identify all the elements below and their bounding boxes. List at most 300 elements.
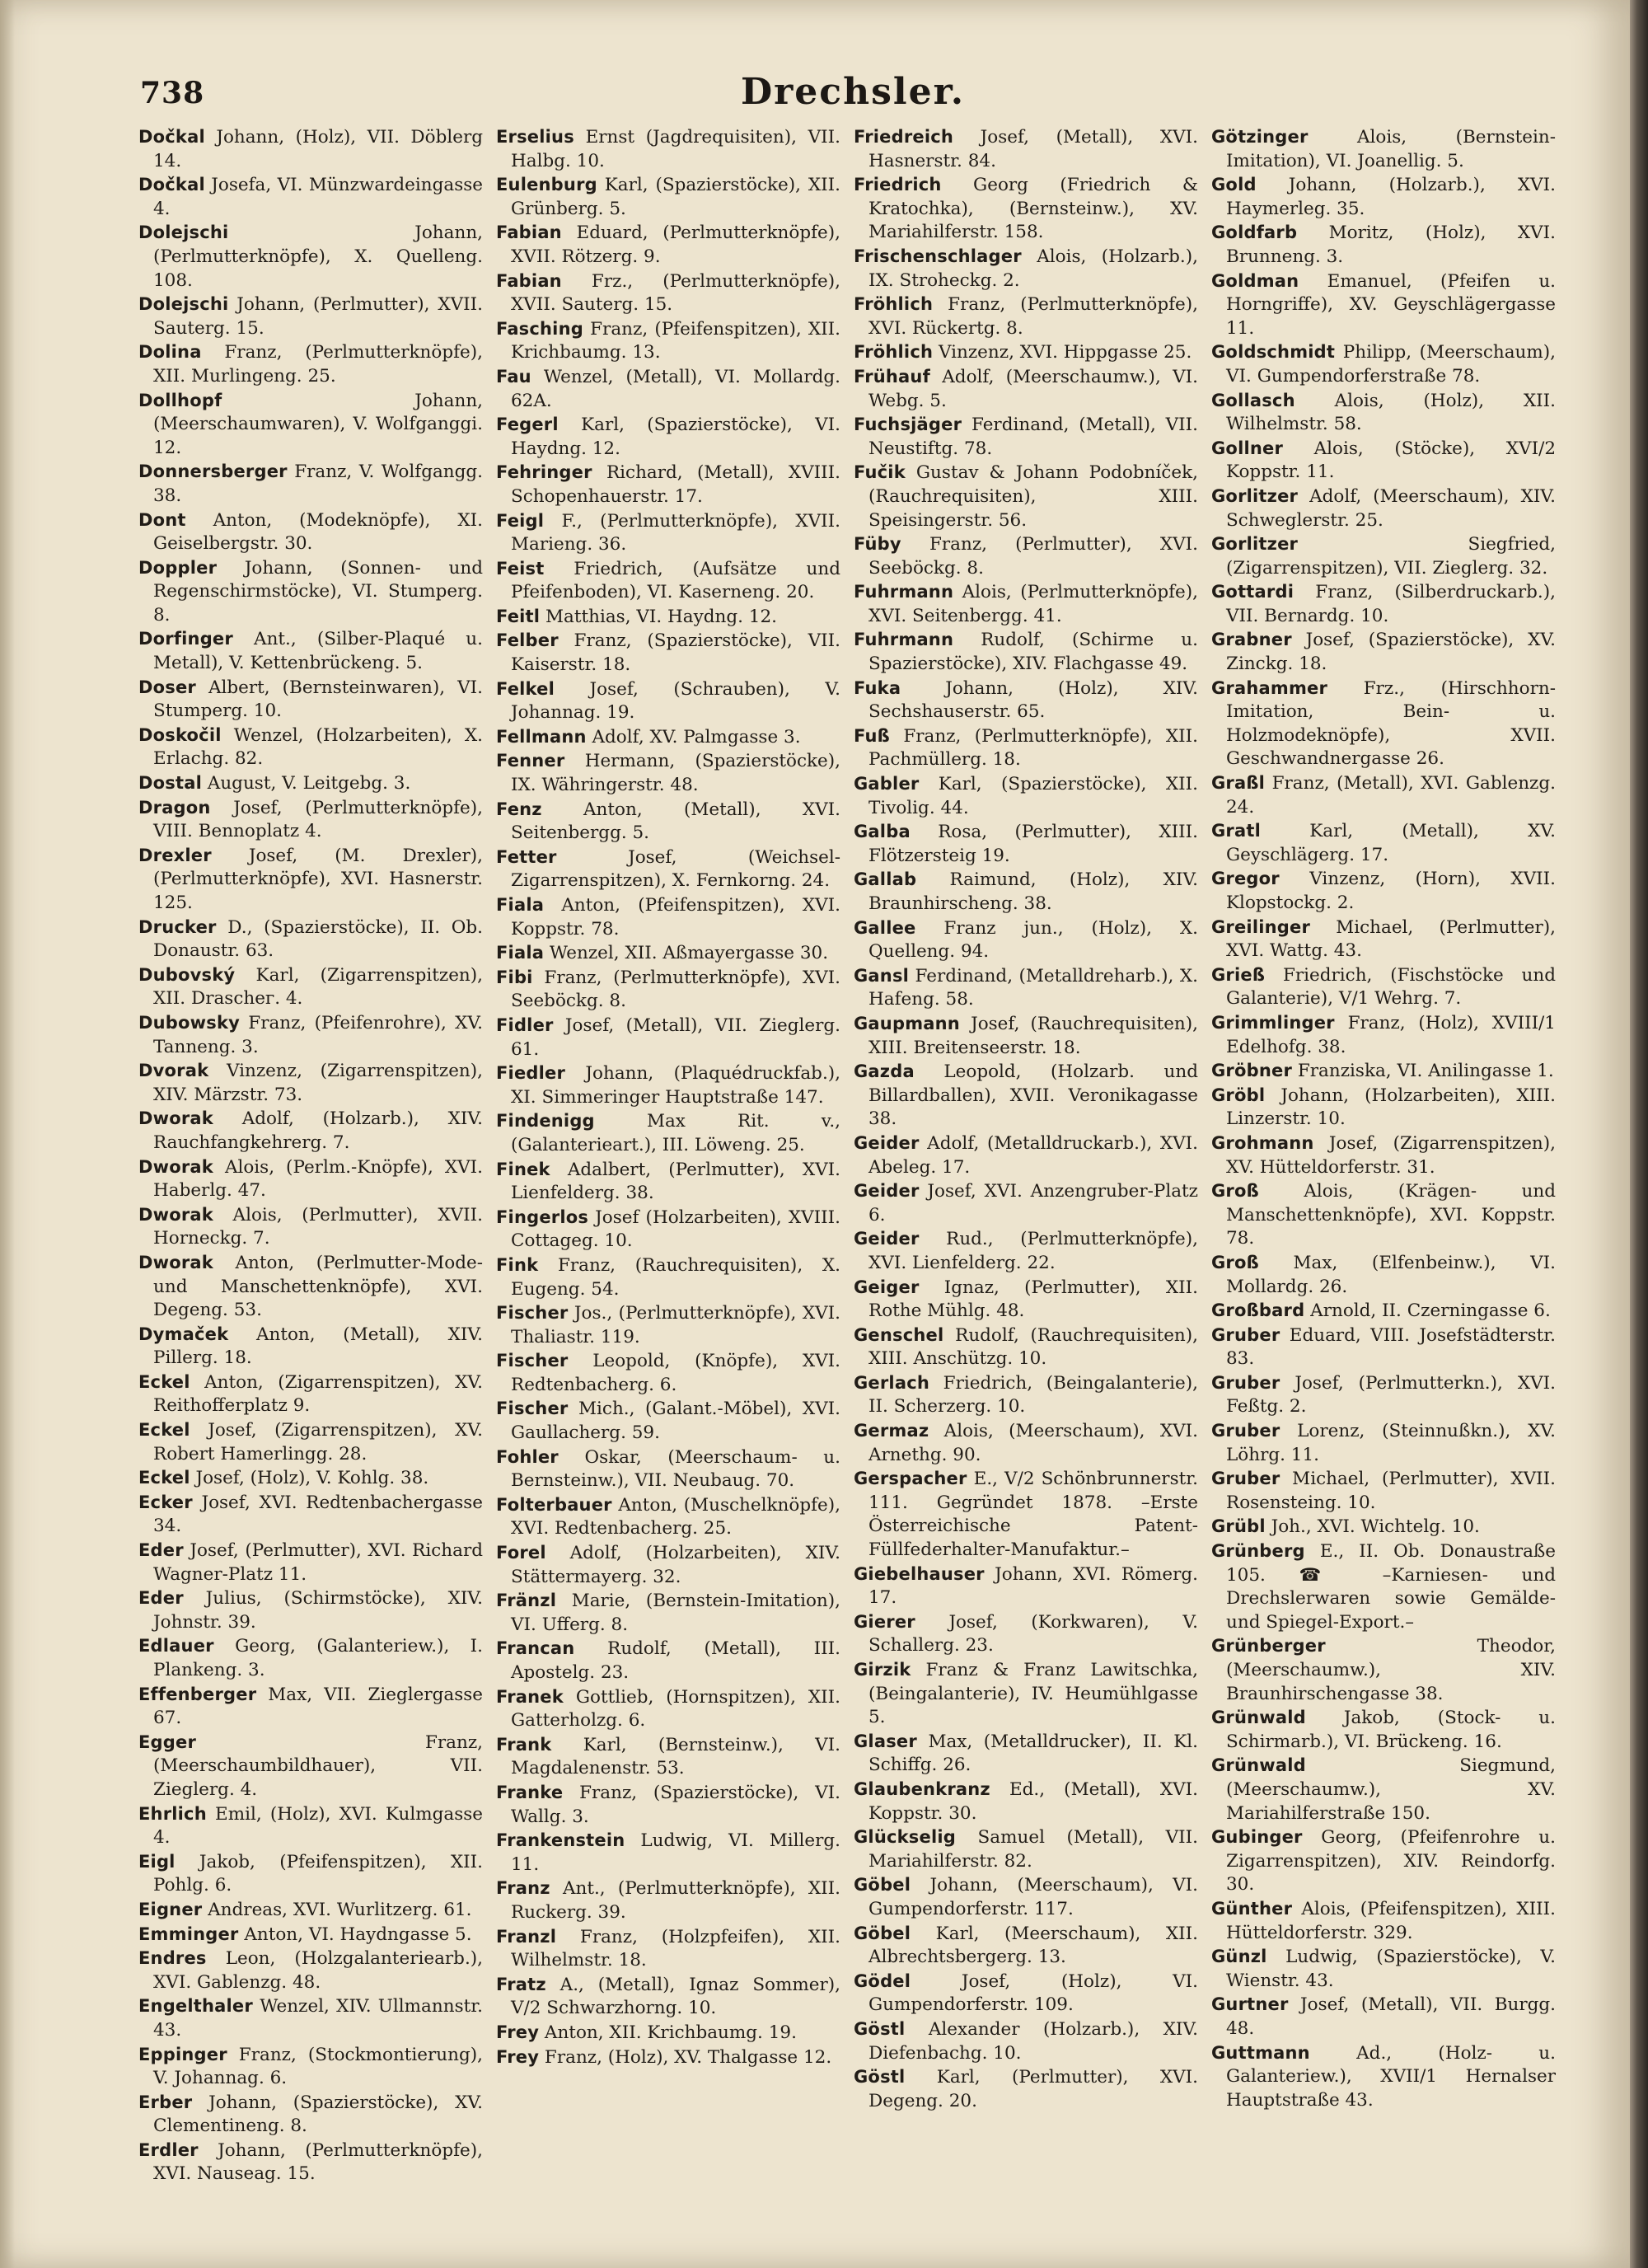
entry-details: Franz, (Spazierstöcke), VII. Kaiserstr. 18. [511,630,840,676]
entry-name: Groß [1211,1252,1259,1272]
entry-details: Andreas, XVI. Wurlitzerg. 61. [202,1899,472,1920]
entry-details: Franz & Franz Lawitschka, (Beingalanterie), IV. Heumühlgasse 5. [868,1660,1198,1728]
page-title: Drechsler. [740,71,966,113]
entry-details: Johann, (Perlmutterknöpfe), XVI. Nauseag. 15. [153,2139,483,2185]
directory-entry [1211,677,1556,771]
entry-name: Großbard [1211,1300,1305,1321]
entry-details: Albert, (Bernsteinwaren), VI. Stumperg. 10. [153,677,483,722]
entry-name: Gröbner [1211,1061,1293,1081]
directory-entry [496,1541,840,1589]
entry-details: Alois, (Bernstein-Imitation), VI. Joanellig. 5. [1226,127,1556,171]
entry-details: Josef, (Korkwaren), V. Schallerg. 23. [868,1611,1198,1656]
directory-entry [854,365,1198,413]
entry-name: Gollner [1211,438,1284,458]
entry-name: Grabner [1211,630,1292,650]
directory-column-4 [1211,125,1556,2219]
entry-details: Josef, (M. Drexler), (Perlmutterknöpfe), XVI. Hasnerstr. 125. [153,845,483,913]
entry-details: Alois, (Perlm.-Knöpfe), XVI. Haberlg. 47. [153,1156,483,1202]
entry-name: Geider [854,1181,920,1202]
directory-entry [1211,1011,1556,1059]
entry-details: Georg (Friedrich & Kratochka), (Bernsteinw.), XV. Mariahilferstr. 158. [868,175,1198,243]
entry-name: Göbel [854,1923,911,1943]
directory-entry [1211,1251,1556,1299]
directory-column-3 [854,125,1198,2219]
entry-name: Günzl [1211,1947,1267,1967]
entry-name: Erdler [138,2139,199,2160]
entry-details: Adolf, (Holzarb.), XIV. Rauchfangkehrerg. 7. [153,1108,483,1153]
directory-entry [138,724,483,771]
directory-entry [138,460,483,508]
entry-details: Joh., XVI. Wichtelg. 10. [1265,1516,1480,1538]
entry-details: Jakob, (Stock- u. Schirmarb.), VI. Brückeng. 16. [1226,1708,1556,1752]
entry-details: Josef, (Metall), VII. Zieglerg. 61. [511,1015,840,1060]
directory-entry [854,1012,1198,1060]
entry-details: Karl, (Perlmutter), XVI. Degeng. 20. [868,2067,1198,2111]
directory-entry [854,1276,1198,1324]
entry-details: Josef, (Weichsel-Zigarrenspitzen), X. Fernkorng. 24. [511,846,840,892]
directory-entry [496,629,840,677]
entry-details: Vinzenz, (Horn), XVII. Klopstockg. 2. [1226,869,1556,913]
directory-entry [1211,1324,1556,1371]
entry-details: Franz, (Holzpfeifen), XII. Wilhelmstr. 18. [511,1926,840,1971]
entry-details: Anton, (Metall), XIV. Pillerg. 18. [153,1324,483,1369]
directory-entry [496,798,840,846]
directory-entry [138,1203,483,1251]
entry-name: Franek [496,1686,564,1707]
entry-details: Mich., (Galant.-Möbel), XVI. Gaullacherg. 59. [511,1399,840,1444]
directory-entry [1211,2041,1556,2113]
entry-name: Gabler [854,774,920,794]
entry-details: Johann, (Sonnen- und Regenschirmstöcke), VI. Stumperg. 8. [153,557,483,626]
entry-details: Franz, (Perlmutter), XVI. Seeböckg. 8. [868,534,1198,579]
entry-details: Gottlieb, (Hornspitzen), XII. Gatterholzg. 6. [511,1686,840,1731]
directory-entry [854,868,1198,916]
entry-name: Fetter [496,846,557,867]
entry-details: Josef, (Holz), VI. Gumpendorferstr. 109. [868,1970,1198,2016]
entry-details: Johann, (Holzarbeiten), XIII. Linzerstr. 10. [1226,1085,1556,1130]
directory-entry [138,1251,483,1323]
entry-details: Karl, (Spazierstöcke), XII. Tivolig. 44. [868,774,1198,818]
entry-details: Ignaz, (Perlmutter), XII. Rothe Mühlg. 48. [868,1277,1198,1322]
entry-details: Gustav & Johann Podobníček, (Rauchrequisiten), XIII. Speisingerstr. 56. [868,462,1198,531]
entry-details: Josef, (Rauchrequisiten), XIII. Breitenseerstr. 18. [868,1013,1198,1058]
entry-details: Vinzenz, (Zigarrenspitzen), XIV. Märzstr. 73. [153,1061,483,1105]
entry-name: Gerlach [854,1372,930,1393]
entry-name: Dolejschi [138,294,229,315]
entry-details: Josef, (Holz), V. Kohlg. 38. [190,1468,429,1489]
directory-entry [138,963,483,1011]
entry-name: Fohler [496,1446,559,1467]
directory-entry [854,916,1198,964]
entry-details: Josefa, VI. Münzwardeingasse 4. [153,175,483,219]
directory-entry [496,317,840,365]
entry-name: Dworak [138,1108,213,1129]
directory-entry [496,605,840,630]
entry-name: Göstl [854,2018,906,2039]
directory-entry [138,1802,483,1850]
directory-entry [138,1059,483,1107]
entry-details: Rudolf, (Rauchrequisiten), XIII. Anschützg. 10. [868,1324,1198,1370]
directory-entry [138,1323,483,1371]
entry-details: Josef, (Metall), XVI. Hasnerstr. 84. [868,127,1198,171]
directory-entry [138,1466,483,1491]
entry-name: Gödel [854,1970,911,1991]
entry-details: Eduard, (Perlmutterknöpfe), XVII. Rötzerg. 9. [511,223,840,267]
directory-entry [854,461,1198,532]
entry-details: Anton, VI. Haydngasse 5. [238,1924,472,1945]
entry-name: Girzik [854,1660,911,1680]
entry-name: Frühauf [854,366,930,387]
directory-entry [496,413,840,461]
entry-name: Frischenschlager [854,246,1022,266]
entry-details: Franz, (Holz), XVIII/1 Edelhofg. 38. [1226,1012,1556,1057]
directory-entry [138,627,483,675]
directory-entry [496,1349,840,1397]
entry-name: Dont [138,509,186,530]
entry-details: Moritz, (Holz), XVI. Brunneng. 3. [1226,223,1556,267]
entry-name: Gerspacher [854,1469,967,1489]
directory-entry [854,1730,1198,1778]
entry-name: Frey [496,2046,540,2067]
entry-details: August, V. Leitgebg. 3. [201,773,411,794]
entry-details: Adolf, (Meerschaum), XIV. Schweglerstr. 25. [1226,485,1556,531]
entry-details: Josef, (Zigarrenspitzen), XV. Robert Hamerlingg. 28. [153,1420,483,1464]
directory-entry [854,2065,1198,2113]
directory-entry [854,293,1198,340]
entry-details: Karl, (Spazierstöcke), VI. Haydng. 12. [511,415,840,459]
directory-entry [1211,1993,1556,2041]
entry-details: Adolf, (Holzarbeiten), XIV. Stättermayerg. 32. [511,1543,840,1587]
directory-columns [138,125,1564,2219]
entry-name: Geider [854,1229,920,1249]
entry-name: Fabian [496,223,562,243]
entry-name: Felkel [496,678,555,699]
entry-name: Fröhlich [854,342,934,363]
entry-details: E., V/2 Schönbrunnerstr. 111. Gegründet 1878. –Erste Österreichische Patent-Füllfederhalter-Manufaktur.– [868,1469,1198,1561]
entry-details: Johann, (Perlmutterknöpfe), X. Quelleng. 108. [153,223,483,291]
entry-name: Grünberger [1211,1636,1326,1656]
entry-details: Johann, XVI. Römerg. 17. [868,1563,1198,1609]
directory-entry [496,269,840,317]
entry-details: Alois, (Holzarb.), IX. Strohеckg. 2. [868,246,1198,291]
entry-name: Eigl [138,1851,176,1872]
entry-name: Friedreich [854,127,954,147]
directory-entry [854,1179,1198,1227]
entry-name: Gurtner [1211,1994,1289,2015]
directory-entry [1211,1059,1556,1084]
entry-name: Effenberger [138,1684,257,1704]
directory-entry [138,1994,483,2042]
entry-name: Dubovský [138,964,236,985]
entry-details: Karl, (Meerschaum), XII. Albrechtsbergerg. 13. [868,1923,1198,1968]
entry-name: Grübl [1211,1516,1266,1537]
directory-entry [1211,628,1556,676]
entry-name: Eppinger [138,2044,227,2064]
entry-name: Dymaček [138,1324,229,1344]
directory-entry [138,389,483,461]
entry-details: Friedrich, (Fischstöcke und Galanterie), V/1 Wehrg. 7. [1226,964,1556,1010]
entry-name: Feist [496,558,545,579]
entry-details: Frz., (Perlmutterknöpfe), XVII. Sauterg. 15. [511,270,840,316]
entry-name: Glückselig [854,1827,956,1848]
entry-name: Fink [496,1254,539,1275]
entry-name: Fau [496,366,531,387]
directory-entry [854,677,1198,724]
entry-name: Dworak [138,1204,213,1225]
entry-name: Fischer [496,1399,569,1419]
entry-details: Josef, (Spazierstöcke), XV. Zinckg. 18. [1226,630,1556,675]
entry-name: Eigner [138,1899,203,1919]
directory-entry [138,1418,483,1466]
entry-details: Alois, (Perlmutter), XVII. Hornеckg. 7. [153,1204,483,1249]
entry-details: Franz jun., (Holz), X. Quelleng. 94. [868,917,1198,963]
entry-name: Gallee [854,917,916,938]
entry-name: Gruber [1211,1372,1280,1393]
entry-details: Theodor, (Meerschaumw.), XIV. Braunhirschengasse 38. [1226,1636,1556,1704]
entry-name: Gierer [854,1611,915,1632]
entry-name: Fuka [854,677,901,698]
entry-details: Franz, (Metall), XVI. Gablenzg. 24. [1226,773,1556,818]
entry-details: Leopold, (Holzarb. und Billardballen), XVII. Veronikagasse 38. [868,1061,1198,1130]
directory-entry [854,964,1198,1012]
entry-details: Franz, (Meerschaumbildhauer), VII. Zieglerg. 4. [153,1731,483,1800]
entry-name: Göstl [854,2067,906,2088]
entry-name: Fischer [496,1351,569,1371]
entry-details: Anton, (Metall), XVI. Seitenbergg. 5. [511,799,840,844]
entry-name: Gaupmann [854,1013,960,1033]
entry-details: Arnold, II. Czerningasse 6. [1304,1300,1551,1322]
entry-details: Michael, (Perlmutter), XVII. Rosensteing. 10. [1226,1469,1556,1513]
entry-name: Goldschmidt [1211,342,1336,363]
entry-name: Frankenstein [496,1830,625,1851]
directory-entry [854,173,1198,245]
directory-entry [496,1973,840,2021]
directory-entry [1211,1419,1556,1467]
directory-entry [854,1563,1198,1610]
entry-details: Alois, (Stöcke), XVI/2 Koppstr. 11. [1226,438,1556,483]
directory-entry [1211,1825,1556,1897]
entry-name: Emminger [138,1924,239,1944]
entry-details: Anton, (Pfeifenspitzen), XVI. Koppstr. 78. [511,895,840,940]
directory-entry [496,1301,840,1349]
directory-entry [1211,1897,1556,1945]
entry-name: Füby [854,534,901,555]
entry-name: Genschel [854,1324,944,1345]
entry-details: Johann, (Meerschaum), VI. Gumpendorferstr. 117. [868,1875,1198,1919]
entry-details: Lorenz, (Steinnußkn.), XV. Löhrg. 11. [1226,1421,1556,1465]
directory-entry [138,1371,483,1418]
entry-name: Gruber [1211,1324,1280,1345]
entry-name: Fehringer [496,462,592,483]
directory-entry [138,1850,483,1898]
entry-name: Dostal [138,773,202,794]
entry-details: Adalbert, (Perlmutter), XVI. Lienfelderg. 38. [511,1159,840,1204]
entry-name: Goldfarb [1211,223,1298,243]
entry-name: Gratl [1211,821,1262,841]
entry-details: Friedrich, (Beingalanterie), II. Scherzerg. 10. [868,1372,1198,1418]
entry-name: Fellmann [496,726,587,747]
entry-details: F., (Perlmutterknöpfe), XVII. Marieng. 36. [511,510,840,555]
entry-details: Richard, (Metall), XVIII. Schopenhauerstr. 17. [511,462,840,507]
entry-details: Anton, (Muschelknöpfe), XVI. Redtenbacherg. 25. [511,1494,840,1539]
entry-details: Ed., (Metall), XVI. Koppstr. 30. [868,1778,1198,1824]
entry-name: Finek [496,1159,550,1179]
entry-name: Greilinger [1211,916,1311,937]
directory-entry [1211,1515,1556,1539]
entry-details: Michael, (Perlmutter), XVI. Wattg. 43. [1226,916,1556,962]
directory-entry [138,1107,483,1155]
entry-details: E., II. Ob. Donaustraße 105. ☎ –Karniesen- und Drechslerwaren sowie Gemälde- und Spiegel-Export.– [1226,1541,1556,1633]
entry-name: Francan [496,1638,575,1659]
entry-name: Fidler [496,1015,554,1035]
entry-details: Franz, (Perlmutterknöpfe), XVI. Rückertg. 8. [868,294,1198,339]
directory-entry [1211,819,1556,867]
entry-details: Jakob, (Pfeifenspitzen), XII. Pohlg. 6. [153,1851,483,1896]
entry-name: Gorlitzer [1211,534,1299,555]
entry-name: Gorlitzer [1211,485,1299,506]
entry-name: Götzinger [1211,127,1309,147]
directory-entry [854,1970,1198,2017]
page-gutter-shadow [0,0,15,2268]
directory-entry [496,1733,840,1781]
entry-details: Franz, (Stockmontierung), V. Johannag. 6. [153,2044,483,2089]
entry-details: Alois, (Holz), XII. Wilhelmstr. 58. [1226,390,1556,435]
entry-name: Fabian [496,270,562,291]
entry-details: Max Rit. v., (Galanteriеart.), III. Löweng. 25. [511,1111,840,1155]
entry-details: Franz, (Spazierstöcke), VI. Wallg. 3. [511,1782,840,1827]
entry-name: Franzl [496,1926,557,1947]
entry-name: Gubinger [1211,1827,1303,1848]
entry-details: Emil, (Holz), XVI. Kulmgasse 4. [153,1803,483,1849]
directory-entry [138,1586,483,1634]
entry-details: Franz, V. Wolfgangg. 38. [153,462,483,506]
directory-entry [496,173,840,221]
entry-details: Georg, (Pfeifenrohre u. Zigarrenspitzen), XIV. Reindorfg. 30. [1226,1827,1556,1895]
directory-entry [1211,173,1556,221]
entry-details: Ad., (Holz- u. Galanteriew.), XVII/1 Hernalser Hauptstraße 43. [1226,2042,1556,2111]
entry-name: Eckel [138,1420,190,1441]
entry-details: Julius, (Schirmstöcke), XIV. Johnstr. 39. [153,1588,483,1633]
entry-name: Günther [1211,1898,1293,1919]
entry-name: Dočkal [138,127,205,147]
directory-entry [138,916,483,963]
directory-column-2 [496,125,840,2219]
page-edge [1630,0,1648,2268]
directory-entry [854,1658,1198,1730]
directory-entry [854,1324,1198,1371]
entry-details: Adolf, (Meerschaumw.), VI. Webg. 5. [868,366,1198,411]
directory-entry [138,1683,483,1731]
entry-details: Rud., (Perlmutterknöpfe), XVI. Lienfelderg. 22. [868,1229,1198,1273]
entry-details: Leopold, (Knöpfe), XVI. Redtenbacherg. 6. [511,1351,840,1395]
directory-entry [854,772,1198,820]
entry-details: Alois, (Meerschaum), XVI. Arnethg. 90. [868,1421,1198,1465]
entry-name: Engelthaler [138,1996,253,2017]
directory-column-1 [138,125,483,2219]
entry-name: Gansl [854,965,910,986]
directory-entry [138,556,483,628]
entry-name: Fingerlos [496,1207,589,1227]
directory-entry [138,771,483,796]
entry-details: Jos., (Perlmutterknöpfe), XVI. Thaliastr. 119. [511,1303,840,1347]
entry-name: Donnersberger [138,462,288,482]
directory-entry [1211,389,1556,437]
entry-name: Fučik [854,462,906,483]
entry-name: Frank [496,1734,552,1755]
entry-name: Feigl [496,510,545,531]
entry-details: Alois, (Perlmutterknöpfe), XVI. Seitenbergg. 41. [868,582,1198,626]
directory-entry [496,1061,840,1109]
entry-details: Franz, (Pfeifenspitzen), XII. Krichbaumg. 13. [511,318,840,363]
entry-name: Erselius [496,127,574,147]
entry-name: Frey [496,2022,540,2042]
entry-name: Dworak [138,1252,213,1272]
entry-details: D., (Spazierstöcke), II. Ob. Donaustr. 63. [153,916,483,962]
entry-details: Alois, (Krägen- und Manschettenknöpfe), XVI. Koppstr. 78. [1226,1181,1556,1249]
directory-entry [854,1419,1198,1467]
entry-name: Fuß [854,725,890,746]
entry-details: Johann, (Plaquédruckfab.), XI. Simmeringer Hauptstraße 147. [511,1063,840,1108]
entry-name: Gröbl [1211,1085,1266,1105]
entry-details: Hermann, (Spazierstöcke), IX. Währingerstr. 48. [511,751,840,796]
entry-name: Franz [496,1878,550,1899]
entry-name: Fiala [496,895,545,915]
entry-details: Anton, (Zigarrenspitzen), XV. Reithofferplatz 9. [153,1371,483,1417]
entry-details: Wenzel, XIV. Ullmannstr. 43. [153,1996,483,2041]
entry-details: Rudolf, (Metall), III. Apostelg. 23. [511,1638,840,1683]
directory-entry [854,125,1198,173]
entry-name: Gollasch [1211,390,1295,410]
directory-entry [1211,221,1556,269]
entry-name: Folterbauer [496,1494,612,1515]
entry-name: Fenner [496,751,565,771]
directory-entry [1211,916,1556,963]
entry-details: Josef, (Perlmutterkn.), XVI. Feßtg. 2. [1226,1372,1556,1418]
directory-entry [138,221,483,293]
entry-name: Galba [854,822,911,842]
directory-entry [1211,485,1556,532]
directory-entry [138,844,483,916]
entry-name: Fibi [496,967,533,987]
entry-details: Josef, (Zigarrenspitzen), XV. Hütteldorferstr. 31. [1226,1132,1556,1178]
directory-entry [138,2139,483,2186]
entry-name: Graßl [1211,773,1266,794]
directory-entry [496,1158,840,1206]
entry-name: Gottardi [1211,582,1295,602]
entry-name: Edlauer [138,1636,214,1656]
entry-details: Leon, (Holzgalanteriearb.), XVI. Gablenzg. 48. [153,1948,483,1993]
directory-entry [854,2017,1198,2065]
directory-entry [138,508,483,556]
directory-entry [1211,1371,1556,1419]
directory-entry [1211,437,1556,485]
directory-entry [1211,1945,1556,1993]
entry-name: Feitl [496,606,541,626]
directory-entry [496,125,840,173]
entry-details: Ernst (Jagdrequisiten), VII. Halbg. 10. [511,127,840,171]
entry-details: Josef (Holzarbeiten), XVIII. Cottageg. 10. [511,1207,840,1252]
entry-name: Groß [1211,1181,1259,1202]
entry-details: Ant., (Perlmutterknöpfe), XII. Ruckerg. 39. [511,1878,840,1923]
entry-details: Karl, (Zigarrenspitzen), XII. Draschег. 4. [153,964,483,1010]
directory-entry [496,221,840,269]
entry-details: Siegmund, (Meerschaumw.), XV. Mariahilferstraße 150. [1226,1755,1556,1824]
directory-entry [496,1109,840,1157]
entry-name: Gruber [1211,1421,1280,1441]
entry-name: Fränzl [496,1591,557,1611]
entry-name: Ecker [138,1492,193,1512]
entry-name: Egger [138,1731,197,1752]
